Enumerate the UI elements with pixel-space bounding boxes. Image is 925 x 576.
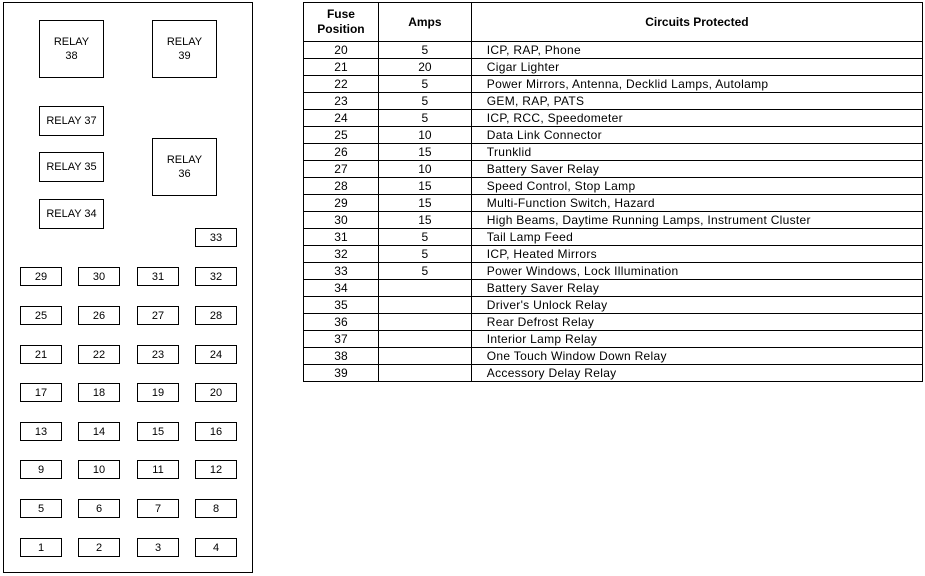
cell-amps [378,365,471,382]
fuse-21 [20,345,62,364]
cell-circuit: Trunklid [471,144,922,161]
fuse-1 [20,538,62,557]
fuse-label: 9 [37,463,45,476]
cell-amps: 5 [378,76,471,93]
relay-39 [152,20,217,78]
fuse-label: 21 [34,348,48,361]
fuse-table [303,2,923,382]
table-row [304,229,923,246]
cell-fuse-position: 32 [304,246,379,263]
header-fuse-position [304,3,379,42]
table-row [304,178,923,195]
cell-fuse-position: 34 [304,280,379,297]
fuse-3 [137,538,179,557]
table-row [304,331,923,348]
cell-amps [378,297,471,314]
fuse-label: 29 [34,270,48,283]
fuse-panel-diagram [3,2,253,573]
fuse-label: 7 [154,502,162,515]
cell-fuse-position: 23 [304,93,379,110]
fuse-2 [78,538,120,557]
header-circuits-protected: Circuits Protected [471,3,922,42]
fuse-33-label: 33 [209,231,223,244]
fuse-27 [137,306,179,325]
fuse-10 [78,460,120,479]
cell-amps [378,348,471,365]
cell-amps: 5 [378,229,471,246]
fuse-label: 22 [92,348,106,361]
table-row [304,297,923,314]
table-row [304,280,923,297]
fuse-8 [195,499,237,518]
fuse-31 [137,267,179,286]
table-row [304,110,923,127]
cell-circuit: GEM, RAP, PATS [471,93,922,110]
cell-fuse-position: 39 [304,365,379,382]
cell-amps [378,331,471,348]
fuse-4 [195,538,237,557]
table-row [304,314,923,331]
fuse-label: 5 [37,502,45,515]
fuse-11 [137,460,179,479]
fuse-6 [78,499,120,518]
fuse-label: 10 [92,463,106,476]
fuse-label: 27 [151,309,165,322]
fuse-14 [78,422,120,441]
table-row [304,246,923,263]
fuse-19 [137,383,179,402]
fuse-label: 24 [209,348,223,361]
cell-fuse-position: 36 [304,314,379,331]
table-row [304,348,923,365]
relay-37-label: RELAY 37 [46,115,97,127]
cell-circuit: Rear Defrost Relay [471,314,922,331]
table-row [304,42,923,59]
cell-circuit: Tail Lamp Feed [471,229,922,246]
relay-39-word: RELAY [166,36,203,48]
fuse-18 [78,383,120,402]
fuse-label: 25 [34,309,48,322]
relay-38-number: 38 [65,50,78,62]
cell-fuse-position: 25 [304,127,379,144]
fuse-30 [78,267,120,286]
fuse-29 [20,267,62,286]
cell-circuit: High Beams, Daytime Running Lamps, Instrument Cluster [471,212,922,229]
cell-amps: 5 [378,263,471,280]
cell-circuit: Accessory Delay Relay [471,365,922,382]
cell-fuse-position: 22 [304,76,379,93]
cell-circuit: Multi-Function Switch, Hazard [471,195,922,212]
cell-amps: 5 [378,246,471,263]
cell-fuse-position: 38 [304,348,379,365]
cell-amps: 15 [378,144,471,161]
cell-circuit: Interior Lamp Relay [471,331,922,348]
fuse-label: 31 [151,270,165,283]
relay-38 [39,20,104,78]
cell-amps: 20 [378,59,471,76]
header-fuse-position-label: Fuse Position [317,7,365,36]
fuse-label: 1 [37,541,45,554]
cell-amps: 15 [378,212,471,229]
cell-circuit: One Touch Window Down Relay [471,348,922,365]
cell-amps [378,280,471,297]
header-amps: Amps [378,3,471,42]
fuse-28 [195,306,237,325]
relay-35-label: RELAY 35 [46,161,97,173]
cell-amps [378,314,471,331]
fuse-label: 12 [209,463,223,476]
fuse-16 [195,422,237,441]
table-row [304,59,923,76]
fuse-24 [195,345,237,364]
relay-36-word: RELAY [166,154,203,166]
cell-amps: 5 [378,42,471,59]
cell-circuit: Battery Saver Relay [471,161,922,178]
cell-circuit: Power Windows, Lock Illumination [471,263,922,280]
table-row [304,127,923,144]
cell-amps: 5 [378,93,471,110]
fuse-label: 23 [151,348,165,361]
cell-fuse-position: 24 [304,110,379,127]
fuse-label: 28 [209,309,223,322]
table-row [304,93,923,110]
fuse-7 [137,499,179,518]
table-row [304,263,923,280]
fuse-12 [195,460,237,479]
cell-fuse-position: 31 [304,229,379,246]
fuse-label: 11 [152,463,164,476]
fuse-label: 15 [151,425,165,438]
fuse-23 [137,345,179,364]
fuse-13 [20,422,62,441]
fuse-20 [195,383,237,402]
cell-circuit: ICP, RAP, Phone [471,42,922,59]
cell-fuse-position: 26 [304,144,379,161]
table-row [304,144,923,161]
fuse-5 [20,499,62,518]
fuse-26 [78,306,120,325]
relay-39-number: 39 [178,50,191,62]
cell-fuse-position: 35 [304,297,379,314]
fuse-33 [195,228,237,247]
cell-fuse-position: 28 [304,178,379,195]
cell-fuse-position: 37 [304,331,379,348]
fuse-label: 32 [209,270,223,283]
fuse-9 [20,460,62,479]
relay-35 [39,152,104,182]
cell-circuit: Power Mirrors, Antenna, Decklid Lamps, Autolamp [471,76,922,93]
fuse-label: 3 [154,541,162,554]
table-row [304,365,923,382]
fuse-label: 8 [212,502,220,515]
fuse-label: 18 [92,386,106,399]
relay-37 [39,106,104,136]
table-row [304,161,923,178]
relay-38-word: RELAY [53,36,90,48]
fuse-label: 13 [34,425,48,438]
fuse-label: 26 [92,309,106,322]
cell-fuse-position: 29 [304,195,379,212]
cell-circuit: Data Link Connector [471,127,922,144]
fuse-25 [20,306,62,325]
fuse-label: 17 [34,386,48,399]
fuse-label: 2 [95,541,103,554]
table-header-row [304,3,923,42]
relay-34-label: RELAY 34 [46,208,97,220]
fuse-22 [78,345,120,364]
cell-circuit: Cigar Lighter [471,59,922,76]
cell-fuse-position: 33 [304,263,379,280]
cell-fuse-position: 21 [304,59,379,76]
cell-circuit: Driver's Unlock Relay [471,297,922,314]
table-row [304,212,923,229]
fuse-label: 16 [209,425,223,438]
cell-circuit: ICP, RCC, Speedometer [471,110,922,127]
relay-36 [152,138,217,196]
cell-fuse-position: 27 [304,161,379,178]
relay-36-number: 36 [178,168,191,180]
cell-fuse-position: 20 [304,42,379,59]
table-row [304,195,923,212]
fuse-label: 19 [151,386,165,399]
cell-amps: 10 [378,127,471,144]
cell-circuit: Battery Saver Relay [471,280,922,297]
fuse-17 [20,383,62,402]
relay-34 [39,199,104,229]
fuse-label: 30 [92,270,106,283]
cell-circuit: ICP, Heated Mirrors [471,246,922,263]
cell-amps: 5 [378,110,471,127]
fuse-32 [195,267,237,286]
cell-amps: 15 [378,195,471,212]
cell-amps: 15 [378,178,471,195]
fuse-label: 6 [95,502,103,515]
fuse-15 [137,422,179,441]
fuse-label: 20 [209,386,223,399]
fuse-label: 4 [212,541,220,554]
cell-fuse-position: 30 [304,212,379,229]
cell-amps: 10 [378,161,471,178]
cell-circuit: Speed Control, Stop Lamp [471,178,922,195]
fuse-label: 14 [92,425,106,438]
table-row [304,76,923,93]
